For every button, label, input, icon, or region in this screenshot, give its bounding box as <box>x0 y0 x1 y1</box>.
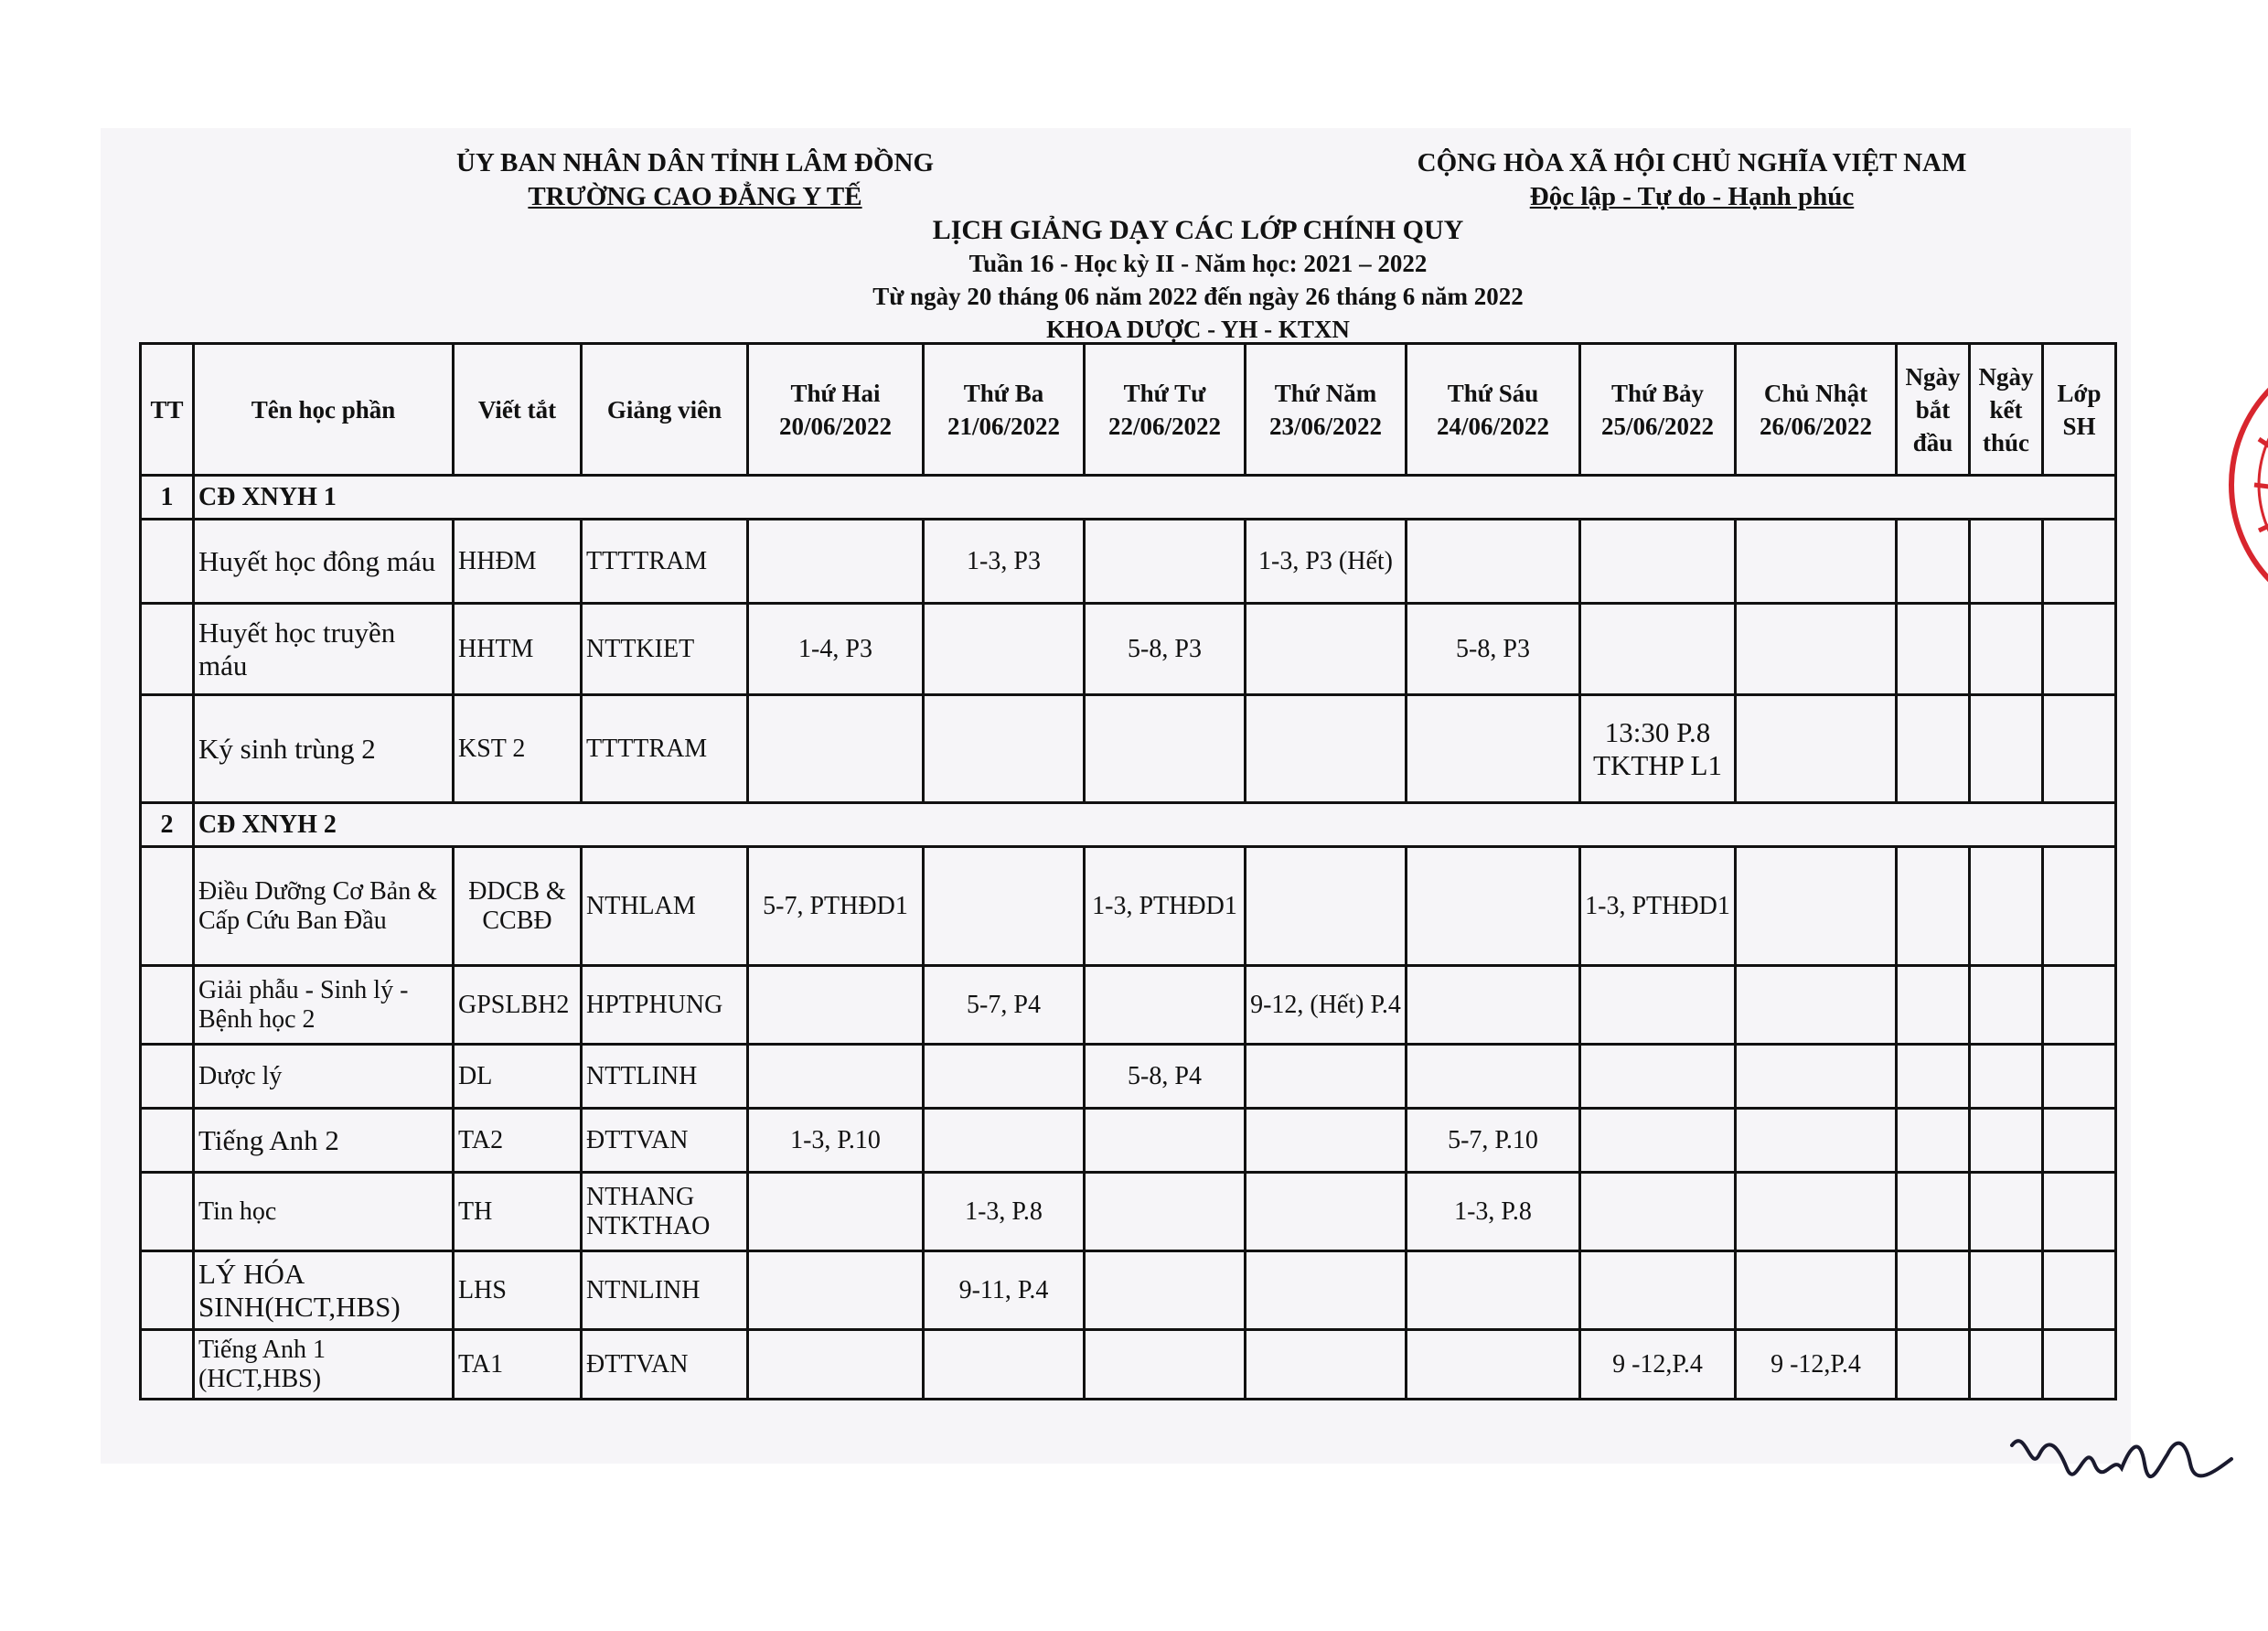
table-row <box>141 1251 2116 1330</box>
subject-cell: Ký sinh trùng 2 <box>194 695 454 803</box>
sat-cell <box>1580 1109 1736 1173</box>
republic-name: CỘNG HÒA XÃ HỘI CHỦ NGHĨA VIỆT NAM <box>1417 148 1967 177</box>
lecturer-cell: NTNLINH <box>582 1251 748 1330</box>
mon-cell <box>748 520 924 604</box>
sun-cell <box>1736 604 1897 695</box>
table-row <box>141 1330 2116 1400</box>
wed-cell: 1-3, PTHĐD1 <box>1085 847 1246 966</box>
tue-cell: 1-3, P.8 <box>924 1173 1085 1251</box>
group-number: 2 <box>141 803 194 847</box>
mon-cell <box>748 695 924 803</box>
sun-cell <box>1736 847 1897 966</box>
fri-cell <box>1407 1251 1580 1330</box>
thu-cell <box>1246 604 1407 695</box>
tue-cell <box>924 1045 1085 1109</box>
official-seal-icon <box>2204 329 2268 640</box>
motto-line: Độc lập - Tự do - Hạnh phúc <box>1529 182 1855 211</box>
sat-cell <box>1580 1173 1736 1251</box>
lecturer-cell: ĐTTVAN <box>582 1330 748 1400</box>
mon-cell <box>748 1251 924 1330</box>
sat-cell <box>1580 520 1736 604</box>
mon-cell <box>748 966 924 1045</box>
subject-cell: Tin học <box>194 1173 454 1251</box>
sat-cell <box>1580 966 1736 1045</box>
thu-cell <box>1246 1045 1407 1109</box>
sun-cell <box>1736 1045 1897 1109</box>
date-range-line: Từ ngày 20 tháng 06 năm 2022 đến ngày 26 tháng 6 năm 2022 <box>872 283 1524 310</box>
tue-cell: 9-11, P.4 <box>924 1251 1085 1330</box>
col-header-thu: Thứ Năm 23/06/2022 <box>1246 344 1407 476</box>
abbr-cell: TA2 <box>454 1109 582 1173</box>
wed-cell <box>1085 1251 1246 1330</box>
sat-cell: 9 -12,P.4 <box>1580 1330 1736 1400</box>
col-header-tt: TT <box>141 344 194 476</box>
mon-cell: 5-7, PTHĐD1 <box>748 847 924 966</box>
tue-cell: 1-3, P3 <box>924 520 1085 604</box>
col-header-end-date: Ngày kết thúc <box>1970 344 2043 476</box>
table-row <box>141 1109 2116 1173</box>
tue-cell <box>924 847 1085 966</box>
wed-cell <box>1085 1330 1246 1400</box>
abbr-cell: KST 2 <box>454 695 582 803</box>
abbr-cell: TH <box>454 1173 582 1251</box>
mon-cell <box>748 1330 924 1400</box>
lecturer-cell: NTTLINH <box>582 1045 748 1109</box>
col-header-class: Lớp SH <box>2043 344 2116 476</box>
lecturer-cell: NTTKIET <box>582 604 748 695</box>
fri-cell <box>1407 1330 1580 1400</box>
signature-mark <box>2003 1418 2241 1500</box>
faculty-line: KHOA DƯỢC - YH - KTXN <box>1046 316 1350 343</box>
wed-cell <box>1085 1173 1246 1251</box>
thu-cell <box>1246 1330 1407 1400</box>
col-header-mon: Thứ Hai 20/06/2022 <box>748 344 924 476</box>
table-row <box>141 1173 2116 1251</box>
subject-cell: Huyết học đông máu <box>194 520 454 604</box>
fri-cell <box>1407 966 1580 1045</box>
table-row <box>141 966 2116 1045</box>
wed-cell <box>1085 695 1246 803</box>
sun-cell <box>1736 1109 1897 1173</box>
abbr-cell: DL <box>454 1045 582 1109</box>
subject-cell: Dược lý <box>194 1045 454 1109</box>
wed-cell <box>1085 966 1246 1045</box>
wed-cell: 5-8, P4 <box>1085 1045 1246 1109</box>
abbr-cell: LHS <box>454 1251 582 1330</box>
table-row <box>141 695 2116 803</box>
fri-cell <box>1407 695 1580 803</box>
abbr-cell: HHTM <box>454 604 582 695</box>
lecturer-cell: NTHLAM <box>582 847 748 966</box>
tue-cell <box>924 1109 1085 1173</box>
sat-cell <box>1580 1251 1736 1330</box>
wed-cell: 5-8, P3 <box>1085 604 1246 695</box>
tue-cell: 5-7, P4 <box>924 966 1085 1045</box>
wed-cell <box>1085 1109 1246 1173</box>
table-row <box>141 604 2116 695</box>
sun-cell: 9 -12,P.4 <box>1736 1330 1897 1400</box>
issuer-school: TRƯỜNG CAO ĐẲNG Y TẾ <box>528 182 862 211</box>
subject-cell: Huyết học truyền máu <box>194 604 454 695</box>
sun-cell <box>1736 1251 1897 1330</box>
fri-cell: 1-3, P.8 <box>1407 1173 1580 1251</box>
table-row <box>141 520 2116 604</box>
group-name: CĐ XNYH 1 <box>194 476 2116 520</box>
schedule-table <box>139 342 2117 1400</box>
col-header-sat: Thứ Bảy 25/06/2022 <box>1580 344 1736 476</box>
tue-cell <box>924 604 1085 695</box>
mon-cell: 1-3, P.10 <box>748 1109 924 1173</box>
abbr-cell: HHĐM <box>454 520 582 604</box>
fri-cell <box>1407 847 1580 966</box>
sat-cell <box>1580 604 1736 695</box>
term-line: Tuần 16 - Học kỳ II - Năm học: 2021 – 2022 <box>968 250 1428 277</box>
mon-cell <box>748 1045 924 1109</box>
thu-cell: 9-12, (Hết) P.4 <box>1246 966 1407 1045</box>
abbr-cell: ĐDCB & CCBĐ <box>454 847 582 966</box>
mon-cell: 1-4, P3 <box>748 604 924 695</box>
document-title: LỊCH GIẢNG DẠY CÁC LỚP CHÍNH QUY <box>932 215 1464 245</box>
col-header-start-date: Ngày bắt đầu <box>1897 344 1970 476</box>
subject-cell: Điều Dưỡng Cơ Bản & Cấp Cứu Ban Đầu <box>194 847 454 966</box>
fri-cell <box>1407 520 1580 604</box>
sun-cell <box>1736 1173 1897 1251</box>
thu-cell: 1-3, P3 (Hết) <box>1246 520 1407 604</box>
table-row <box>141 847 2116 966</box>
thu-cell <box>1246 1109 1407 1173</box>
tue-cell <box>924 1330 1085 1400</box>
abbr-cell: TA1 <box>454 1330 582 1400</box>
thu-cell <box>1246 1251 1407 1330</box>
lecturer-cell: TTTTRAM <box>582 695 748 803</box>
lecturer-cell: ĐTTVAN <box>582 1109 748 1173</box>
sat-cell: 1-3, PTHĐD1 <box>1580 847 1736 966</box>
table-header-row <box>141 344 2116 476</box>
fri-cell <box>1407 1045 1580 1109</box>
col-header-subject: Tên học phần <box>194 344 454 476</box>
sun-cell <box>1736 966 1897 1045</box>
mon-cell <box>748 1173 924 1251</box>
col-header-lecturer: Giảng viên <box>582 344 748 476</box>
group-number: 1 <box>141 476 194 520</box>
group-row <box>141 476 2116 520</box>
lecturer-cell: HPTPHUNG <box>582 966 748 1045</box>
col-header-abbr: Viết tắt <box>454 344 582 476</box>
sat-cell <box>1580 1045 1736 1109</box>
sat-cell: 13:30 P.8 TKTHP L1 <box>1580 695 1736 803</box>
fri-cell: 5-7, P.10 <box>1407 1109 1580 1173</box>
fri-cell: 5-8, P3 <box>1407 604 1580 695</box>
lecturer-cell: TTTTRAM <box>582 520 748 604</box>
col-header-sun: Chủ Nhật 26/06/2022 <box>1736 344 1897 476</box>
col-header-tue: Thứ Ba 21/06/2022 <box>924 344 1085 476</box>
col-header-wed: Thứ Tư 22/06/2022 <box>1085 344 1246 476</box>
subject-cell: Giải phẫu - Sinh lý - Bệnh học 2 <box>194 966 454 1045</box>
tue-cell <box>924 695 1085 803</box>
thu-cell <box>1246 847 1407 966</box>
document-title-block <box>695 214 1701 346</box>
lecturer-cell: NTHANG NTKTHAO <box>582 1173 748 1251</box>
group-name: CĐ XNYH 2 <box>194 803 2116 847</box>
issuer-header <box>439 146 951 214</box>
subject-cell: Tiếng Anh 1 (HCT,HBS) <box>194 1330 454 1400</box>
subject-cell: LÝ HÓA SINH(HCT,HBS) <box>194 1251 454 1330</box>
thu-cell <box>1246 1173 1407 1251</box>
group-row <box>141 803 2116 847</box>
abbr-cell: GPSLBH2 <box>454 966 582 1045</box>
wed-cell <box>1085 520 1246 604</box>
sun-cell <box>1736 520 1897 604</box>
thu-cell <box>1246 695 1407 803</box>
issuer-authority: ỦY BAN NHÂN DÂN TỈNH LÂM ĐỒNG <box>455 148 934 177</box>
col-header-fri: Thứ Sáu 24/06/2022 <box>1407 344 1580 476</box>
national-motto <box>1390 146 1994 214</box>
subject-cell: Tiếng Anh 2 <box>194 1109 454 1173</box>
table-row <box>141 1045 2116 1109</box>
sun-cell <box>1736 695 1897 803</box>
